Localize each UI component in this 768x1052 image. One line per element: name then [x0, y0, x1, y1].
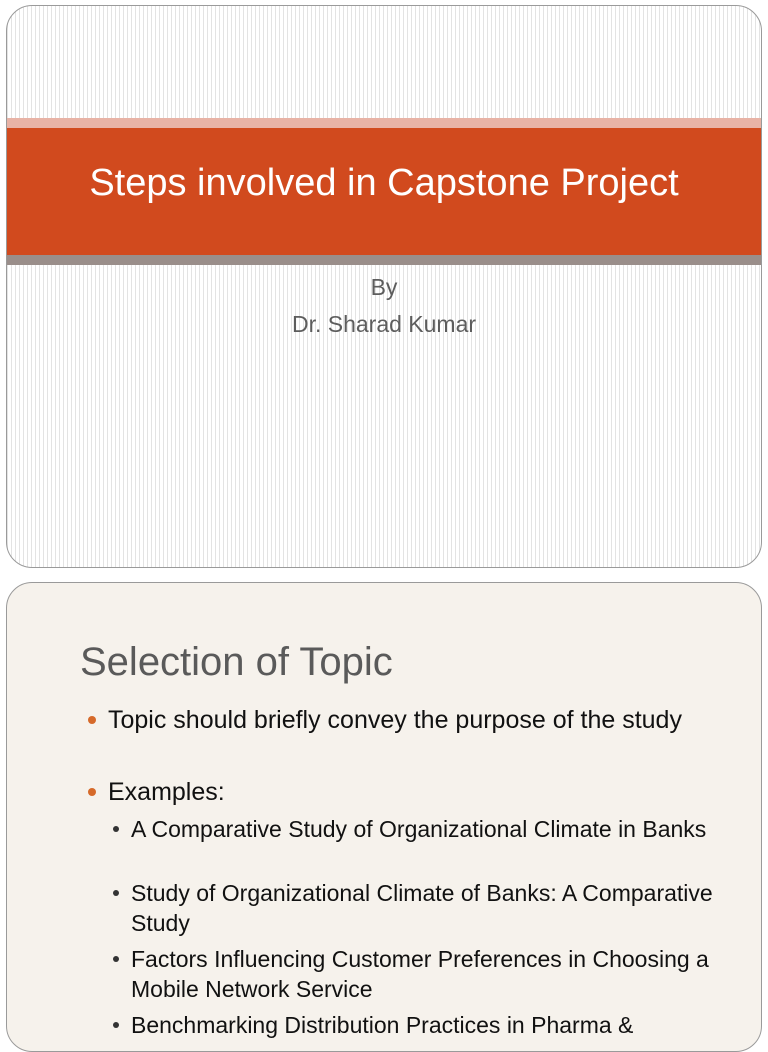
slide-title: Steps involved in Capstone Project [89, 162, 679, 204]
list-item [131, 814, 731, 844]
sub-bullet-dot-icon [113, 826, 119, 832]
title-accent-stripe-top [7, 118, 761, 128]
list-item [108, 704, 688, 736]
author-name: Dr. Sharad Kumar [291, 311, 477, 337]
slide-heading: Selection of Topic [80, 640, 393, 684]
example-text: Benchmarking Distribution Practices in Pharma & [131, 1012, 634, 1038]
sub-bullet-dot-icon [113, 956, 119, 962]
list-item [108, 776, 688, 808]
bullet-text: Examples: [108, 778, 225, 806]
example-text: A Comparative Study of Organizational Climate in Banks [131, 816, 707, 842]
bullet-text: Topic should briefly convey the purpose of the study [108, 706, 682, 734]
example-text: Factors Influencing Customer Preferences in Choosing a Mobile Network Service [131, 946, 709, 1002]
sub-bullet-dot-icon [113, 1022, 119, 1028]
by-label: By [370, 274, 398, 300]
bullet-dot-icon [88, 788, 96, 796]
list-item [131, 944, 731, 1004]
list-item [131, 1010, 731, 1040]
title-accent-stripe-bottom [7, 255, 761, 265]
example-text: Study of Organizational Climate of Banks: A Comparative Study [131, 880, 713, 936]
list-item [131, 878, 731, 938]
bullet-dot-icon [88, 716, 96, 724]
sub-bullet-dot-icon [113, 890, 119, 896]
